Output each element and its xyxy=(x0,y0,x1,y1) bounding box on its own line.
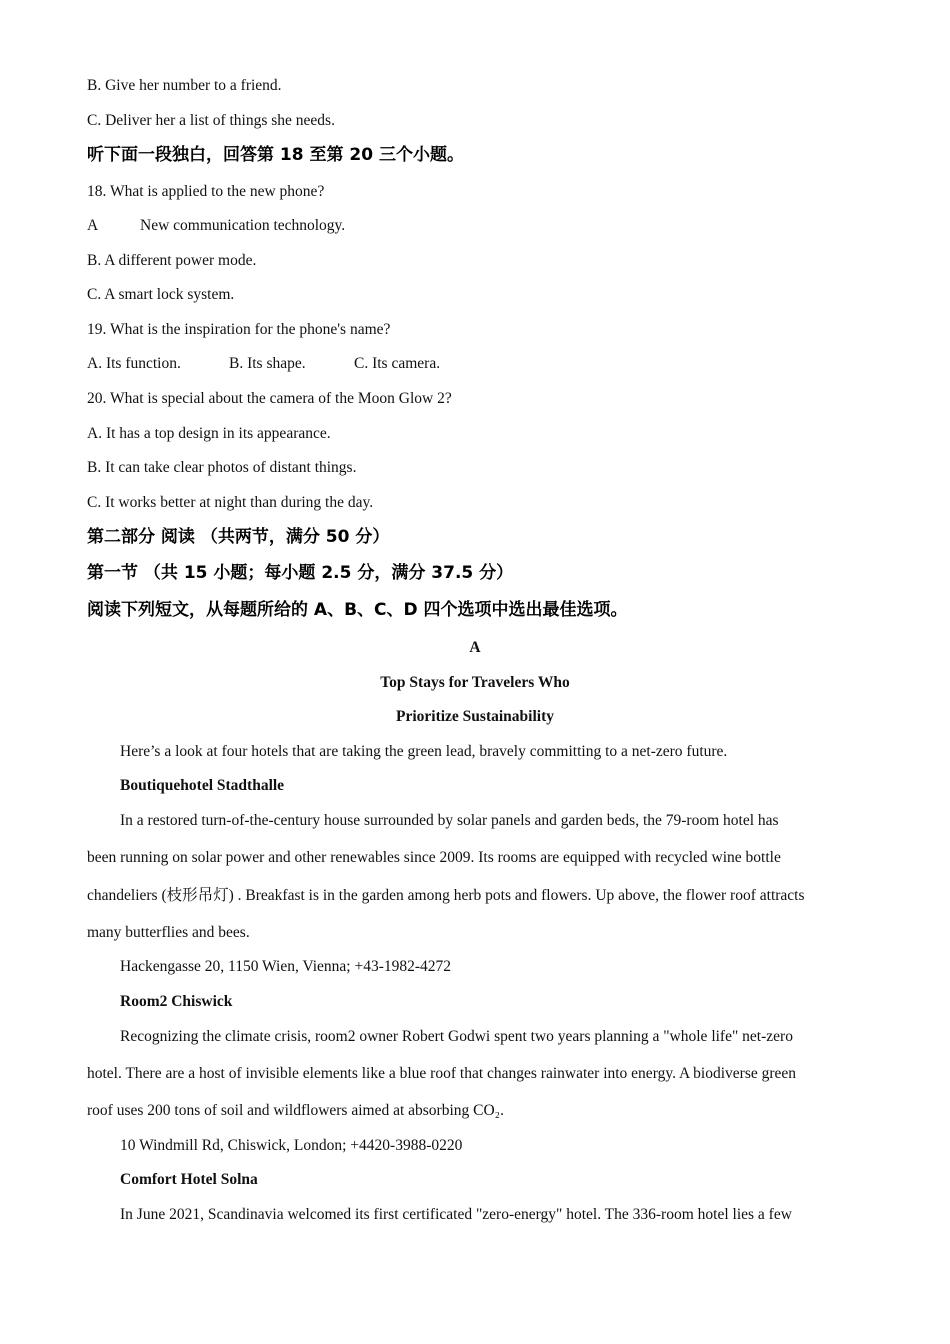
hotel-2-text-line: roof uses 200 tons of soil and wildflowers aimed at absorbing CO₂. xyxy=(87,1102,504,1119)
q18-option-c: C. A smart lock system. xyxy=(87,286,235,303)
passage-intro: Here’s a look at four hotels that are taking the green lead, bravely committing to a net-zero future. xyxy=(120,743,728,760)
passage-title-line-2: Prioritize Sustainability xyxy=(395,708,554,725)
q19-question: 19. What is the inspiration for the phone's name? xyxy=(87,321,391,338)
hotel-3-text-line: In June 2021, Scandinavia welcomed its first certificated "zero-energy" hotel. The 336-room hotel lies a few xyxy=(120,1206,792,1223)
q18-option-a-text: New communication technology. xyxy=(140,217,346,234)
hotel-1-text-line: In a restored turn-of-the-century house surrounded by solar panels and garden beds, the 79-room hotel has xyxy=(120,812,779,829)
q19-option-c: C. Its camera. xyxy=(354,355,441,372)
hotel-2-address: 10 Windmill Rd, Chiswick, London; +4420-3988-0220 xyxy=(120,1137,463,1154)
section-one-heading: 第一节 （共 15 小题；每小题 2.5 分，满分 37.5 分） xyxy=(87,563,514,583)
part-two-heading: 第二部分 阅读 （共两节，满分 50 分） xyxy=(87,527,390,547)
q20-option-c: C. It works better at night than during the day. xyxy=(87,494,374,511)
q19-option-b: B. Its shape. xyxy=(229,355,306,372)
q19-option-a: A. Its function. xyxy=(87,355,181,372)
hotel-1-name: Boutiquehotel Stadthalle xyxy=(120,777,285,794)
hotel-3-name: Comfort Hotel Solna xyxy=(120,1171,258,1188)
passage-title-line-1: Top Stays for Travelers Who xyxy=(380,674,570,691)
q18-question: 18. What is applied to the new phone? xyxy=(87,183,325,200)
q20-option-b: B. It can take clear photos of distant things. xyxy=(87,459,357,476)
section-heading-monologue: 听下面一段独白，回答第 18 至第 20 三个小题。 xyxy=(87,145,464,165)
q20-question: 20. What is special about the camera of the Moon Glow 2? xyxy=(87,390,452,407)
q17-option-b: B. Give her number to a friend. xyxy=(87,77,282,94)
q18-option-a xyxy=(87,216,346,236)
q18-option-a-letter: A xyxy=(87,217,99,234)
passage-letter: A xyxy=(469,639,481,656)
hotel-2-text-line: hotel. There are a host of invisible elements like a blue roof that changes rainwater into energy. A biodiverse green xyxy=(87,1065,797,1082)
q17-option-c: C. Deliver her a list of things she needs. xyxy=(87,112,335,129)
hotel-2-text-line: Recognizing the climate crisis, room2 owner Robert Godwi spent two years planning a "whole life" net-zero xyxy=(120,1028,793,1045)
hotel-1-text-line: many butterflies and bees. xyxy=(87,924,250,941)
q19-options xyxy=(87,354,441,374)
q20-option-a: A. It has a top design in its appearance. xyxy=(87,425,331,442)
hotel-1-address: Hackengasse 20, 1150 Wien, Vienna; +43-1982-4272 xyxy=(120,958,452,975)
hotel-2-name: Room2 Chiswick xyxy=(120,993,233,1010)
reading-instruction: 阅读下列短文，从每题所给的 A、B、C、D 四个选项中选出最佳选项。 xyxy=(87,600,628,620)
hotel-1-text-line: been running on solar power and other renewables since 2009. Its rooms are equipped with recycled wine bottle xyxy=(87,849,781,866)
q18-option-b: B. A different power mode. xyxy=(87,252,257,269)
hotel-1-text-line: chandeliers (枝形吊灯) . Breakfast is in the garden among herb pots and flowers. Up above, the flower roof attracts xyxy=(87,887,805,904)
